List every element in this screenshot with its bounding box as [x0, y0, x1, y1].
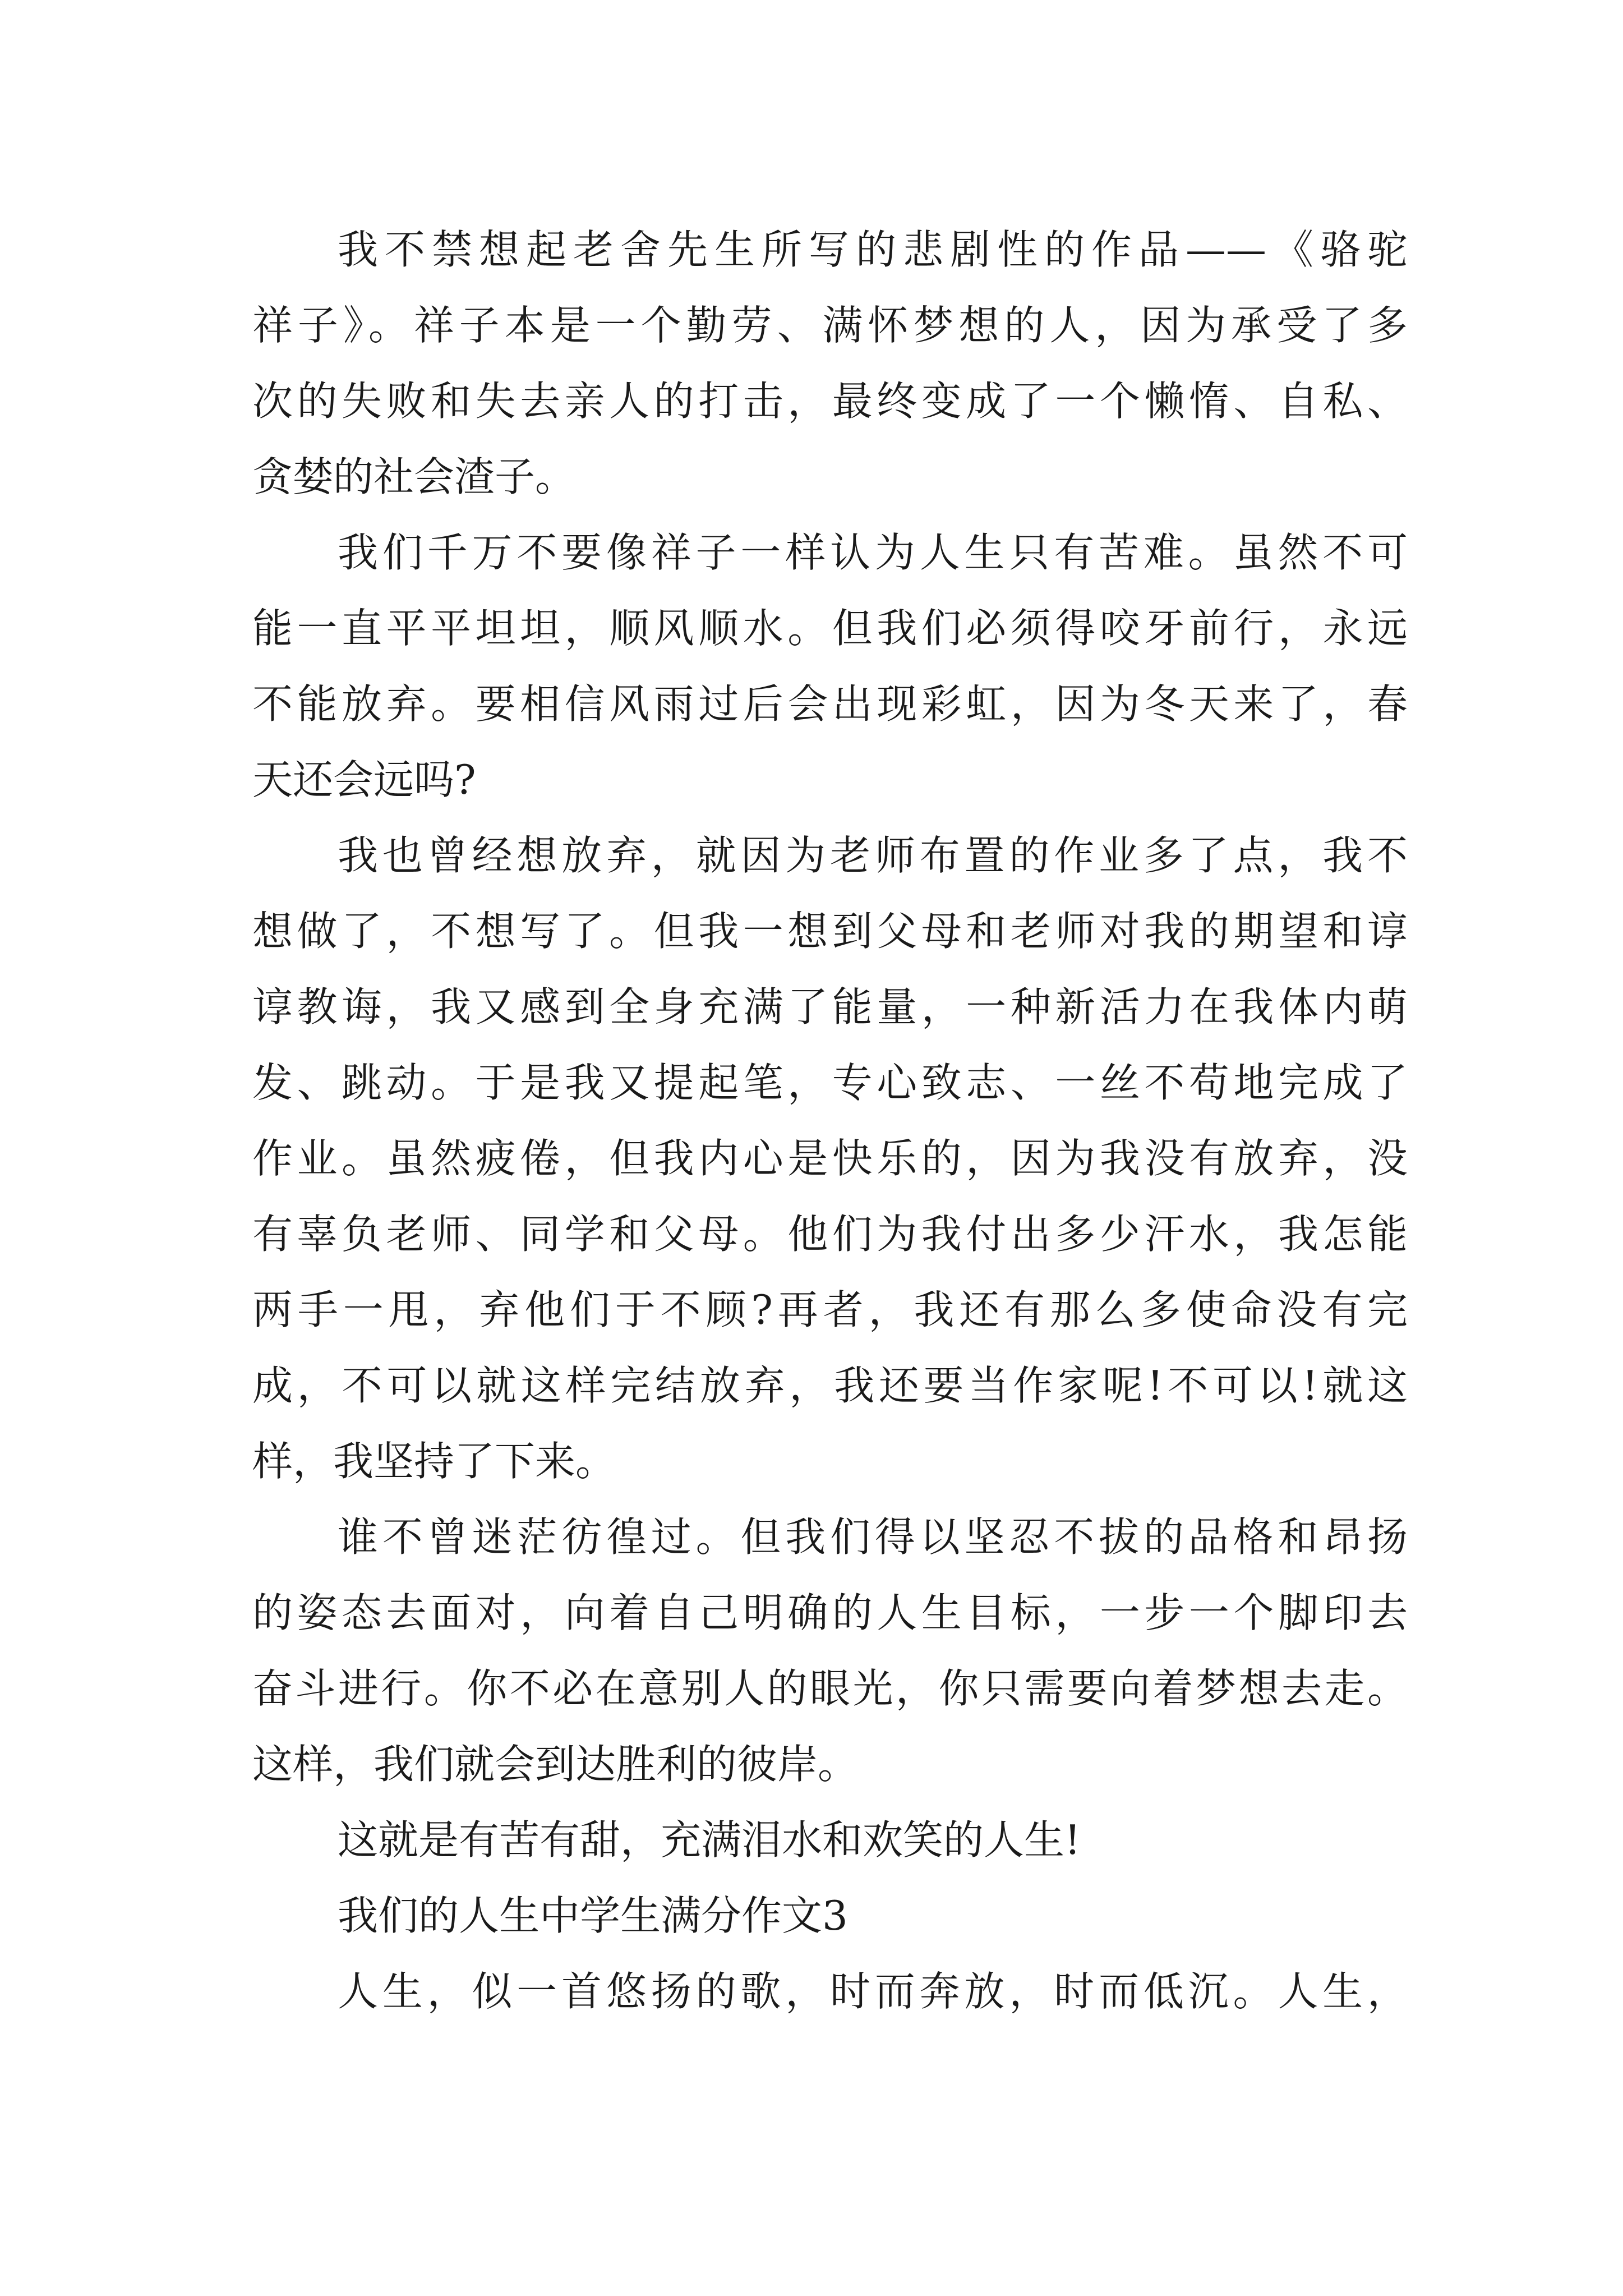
text-line: 发、跳动。于是我又提起笔，专心致志、一丝不苟地完成了	[252, 1059, 1408, 1106]
text-line: 两手一甩，弃他们于不顾?再者，我还有那么多使命没有完	[252, 1286, 1408, 1333]
text-line: 天还会远吗?	[252, 756, 476, 803]
text-line: 次的失败和失去亲人的打击，最终变成了一个懒惰、自私、	[252, 378, 1408, 425]
text-line: 能一直平平坦坦，顺风顺水。但我们必须得咬牙前行，永远	[252, 605, 1408, 652]
text-line: 我也曾经想放弃，就因为老师布置的作业多了点，我不	[338, 832, 1408, 879]
text-line: 样，我坚持了下来。	[252, 1438, 616, 1485]
text-line: 有辜负老师、同学和父母。他们为我付出多少汗水，我怎能	[252, 1211, 1408, 1258]
text-line: 我不禁想起老舍先生所写的悲剧性的作品——《骆驼	[338, 226, 1408, 273]
text-line: 奋斗进行。你不必在意别人的眼光，你只需要向着梦想去走。	[252, 1665, 1408, 1712]
text-line: 我们千万不要像祥子一样认为人生只有苦难。虽然不可	[338, 529, 1408, 576]
text-line: 这样，我们就会到达胜利的彼岸。	[252, 1741, 859, 1788]
text-line: 祥子》。祥子本是一个勤劳、满怀梦想的人，因为承受了多	[252, 302, 1408, 349]
text-line: 贪婪的社会渣子。	[252, 453, 576, 500]
text-line: 谆教诲，我又感到全身充满了能量，一种新活力在我体内萌	[252, 983, 1408, 1030]
text-line: 作业。虽然疲倦，但我内心是快乐的，因为我没有放弃，没	[252, 1135, 1408, 1182]
text-line: 这就是有苦有甜，充满泪水和欢笑的人生!	[338, 1816, 1081, 1864]
text-line: 人生，似一首悠扬的歌，时而奔放，时而低沉。人生，	[338, 1968, 1408, 2015]
text-line: 不能放弃。要相信风雨过后会出现彩虹，因为冬天来了，春	[252, 680, 1408, 728]
section-heading: 我们的人生中学生满分作文3	[338, 1892, 848, 1939]
text-line: 的姿态去面对，向着自己明确的人生目标，一步一个脚印去	[252, 1589, 1408, 1636]
text-line: 想做了，不想写了。但我一想到父母和老师对我的期望和谆	[252, 908, 1408, 955]
text-line: 谁不曾迷茫彷徨过。但我们得以坚忍不拔的品格和昂扬	[338, 1513, 1408, 1561]
text-line: 成，不可以就这样完结放弃，我还要当作家呢!不可以!就这	[252, 1362, 1408, 1409]
